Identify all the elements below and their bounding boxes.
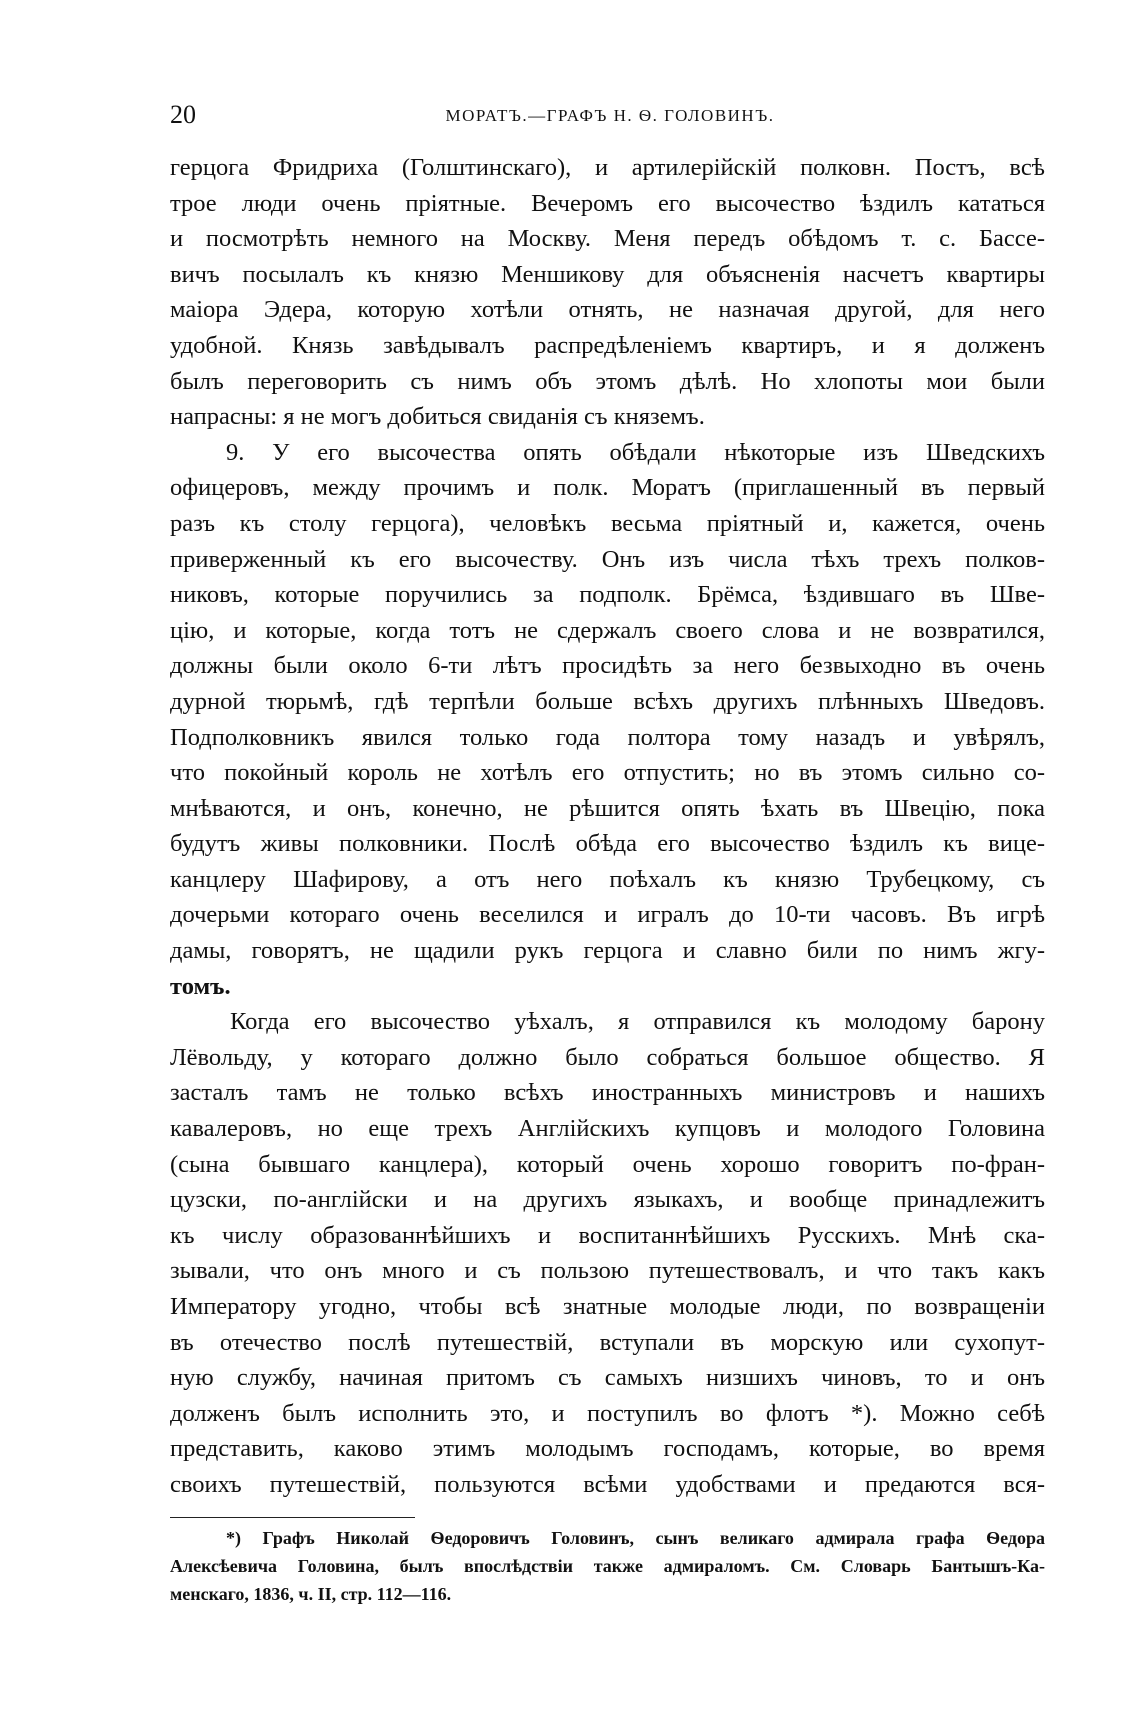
- text-line: ную службу, начиная притомъ съ самыхъ низшихъ чиновъ, то и онъ: [170, 1364, 1045, 1392]
- text-line: канцлеру Шафирову, а отъ него поѣхалъ къ князю Трубецкому, съ: [170, 865, 1045, 893]
- text-line: должны были около 6-ти лѣтъ просидѣть за него безвыходно въ очень: [170, 652, 1045, 680]
- paragraph-start-line: Когда его высочество уѣхалъ, я отправился къ молодому барону: [230, 1008, 1045, 1036]
- text-line: что покойный король не хотѣлъ его отпустить; но въ этомъ сильно со-: [170, 759, 1045, 787]
- text-line: своихъ путешествій, пользуются всѣми удобствами и предаются вся-: [170, 1470, 1045, 1498]
- text-line: Подполковникъ явился только года полтора тому назадъ и увѣрялъ,: [170, 723, 1045, 751]
- text-line: дамы, говорятъ, не щадили рукъ герцога и славно били по нимъ жгу-: [170, 937, 1045, 965]
- text-line: долженъ былъ исполнить это, и поступилъ во флотъ *). Можно себѣ: [170, 1399, 1045, 1427]
- text-line: кавалеровъ, но еще трехъ Англійскихъ купцовъ и молодого Головина: [170, 1115, 1045, 1143]
- text-line: офицеровъ, между прочимъ и полк. Моратъ (приглашенный въ первый: [170, 474, 1045, 502]
- paragraph-start-line: 9. У его высочества опять обѣдали нѣкоторые изъ Шведскихъ: [226, 438, 1045, 466]
- text-line: (сына бывшаго канцлера), который очень хорошо говоритъ по-фран-: [170, 1150, 1045, 1178]
- text-line: вичъ посылалъ къ князю Меншикову для объясненія насчетъ квартиры: [170, 260, 1045, 288]
- footnotes: [170, 1524, 1045, 1608]
- text-line: герцога Фридриха (Голштинскаго), и артилерійскій полковн. Постъ, всѣ: [170, 154, 1045, 181]
- text-line: былъ переговорить съ нимъ объ этомъ дѣлѣ. Но хлопоты мои были: [170, 367, 1045, 395]
- footnote-line: менскаго, 1836, ч. II, стр. 112—116.: [170, 1584, 452, 1604]
- text-line: зывали, что онъ много и съ пользою путешествовалъ, и что такъ какъ: [170, 1257, 1045, 1285]
- text-line: разъ къ столу герцога), человѣкъ весьма пріятный и, кажется, очень: [170, 509, 1045, 537]
- page-header: [170, 100, 1050, 130]
- footnote-line: *) Графъ Николай Ѳедоровичъ Головинъ, сынъ великаго адмирала графа Ѳедора: [226, 1528, 1045, 1548]
- running-head: МОРАТЪ.—ГРАФЪ Н. Ѳ. ГОЛОВИНЪ.: [445, 106, 775, 125]
- text-line: никовъ, которые поручились за подполк. Брёмса, ѣздившаго въ Шве-: [170, 581, 1045, 609]
- text-line: мнѣваются, и онъ, конечно, не рѣшится опять ѣхать въ Швецію, пока: [170, 794, 1045, 822]
- text-line: маіора Эдера, которую хотѣли отнять, не назначая другой, для него: [170, 296, 1045, 324]
- text-line: въ отечество послѣ путешествій, вступали въ морскую или сухопут-: [170, 1328, 1045, 1356]
- text-line: дурной тюрьмѣ, гдѣ терпѣли больше всѣхъ другихъ плѣнныхъ Шведовъ.: [170, 687, 1045, 715]
- text-line: Лёвольду, у котораго должно было собраться большое общество. Я: [170, 1043, 1045, 1071]
- footnote-line: Алексѣевича Головина, былъ впослѣдствіи также адмираломъ. См. Словарь Бантышъ-Ка-: [170, 1556, 1045, 1576]
- footnote-divider: [170, 1517, 415, 1518]
- text-line: цузски, по-англійски и на другихъ языкахъ, и вообще принадлежитъ: [170, 1186, 1045, 1214]
- text-line: напрасны: я не могъ добиться свиданія съ княземъ.: [170, 403, 705, 431]
- text-line: Императору угодно, чтобы всѣ знатные молодые люди, по возвращеніи: [170, 1293, 1045, 1320]
- text-line: приверженный къ его высочеству. Онъ изъ числа тѣхъ трехъ полков-: [170, 545, 1045, 573]
- text-line: представить, каково этимъ молодымъ господамъ, которые, во время: [170, 1435, 1045, 1463]
- text-line: засталъ тамъ не только всѣхъ иностранныхъ министровъ и нашихъ: [170, 1079, 1045, 1107]
- text-line: къ числу образованнѣйшихъ и воспитаннѣйшихъ Русскихъ. Мнѣ ска-: [170, 1221, 1045, 1249]
- text-line: цію, и которые, когда тотъ не сдержалъ своего слова и не возвратился,: [170, 616, 1045, 644]
- text-line: дочерьми котораго очень веселился и игралъ до 10-ти часовъ. Въ игрѣ: [170, 901, 1045, 929]
- text-line: удобной. Князь завѣдывалъ распредѣленіемъ квартиръ, и я долженъ: [170, 331, 1045, 359]
- page-number: 20: [170, 100, 196, 129]
- text-line: будутъ живы полковники. Послѣ обѣда его высочество ѣздилъ къ вице-: [170, 830, 1045, 858]
- text-line: трое люди очень пріятные. Вечеромъ его высочество ѣздилъ кататься: [170, 189, 1045, 217]
- text-line: томъ.: [170, 972, 231, 1000]
- body-text: [170, 150, 1045, 1503]
- text-line: и посмотрѣть немного на Москву. Меня передъ обѣдомъ т. с. Бассе-: [170, 225, 1045, 253]
